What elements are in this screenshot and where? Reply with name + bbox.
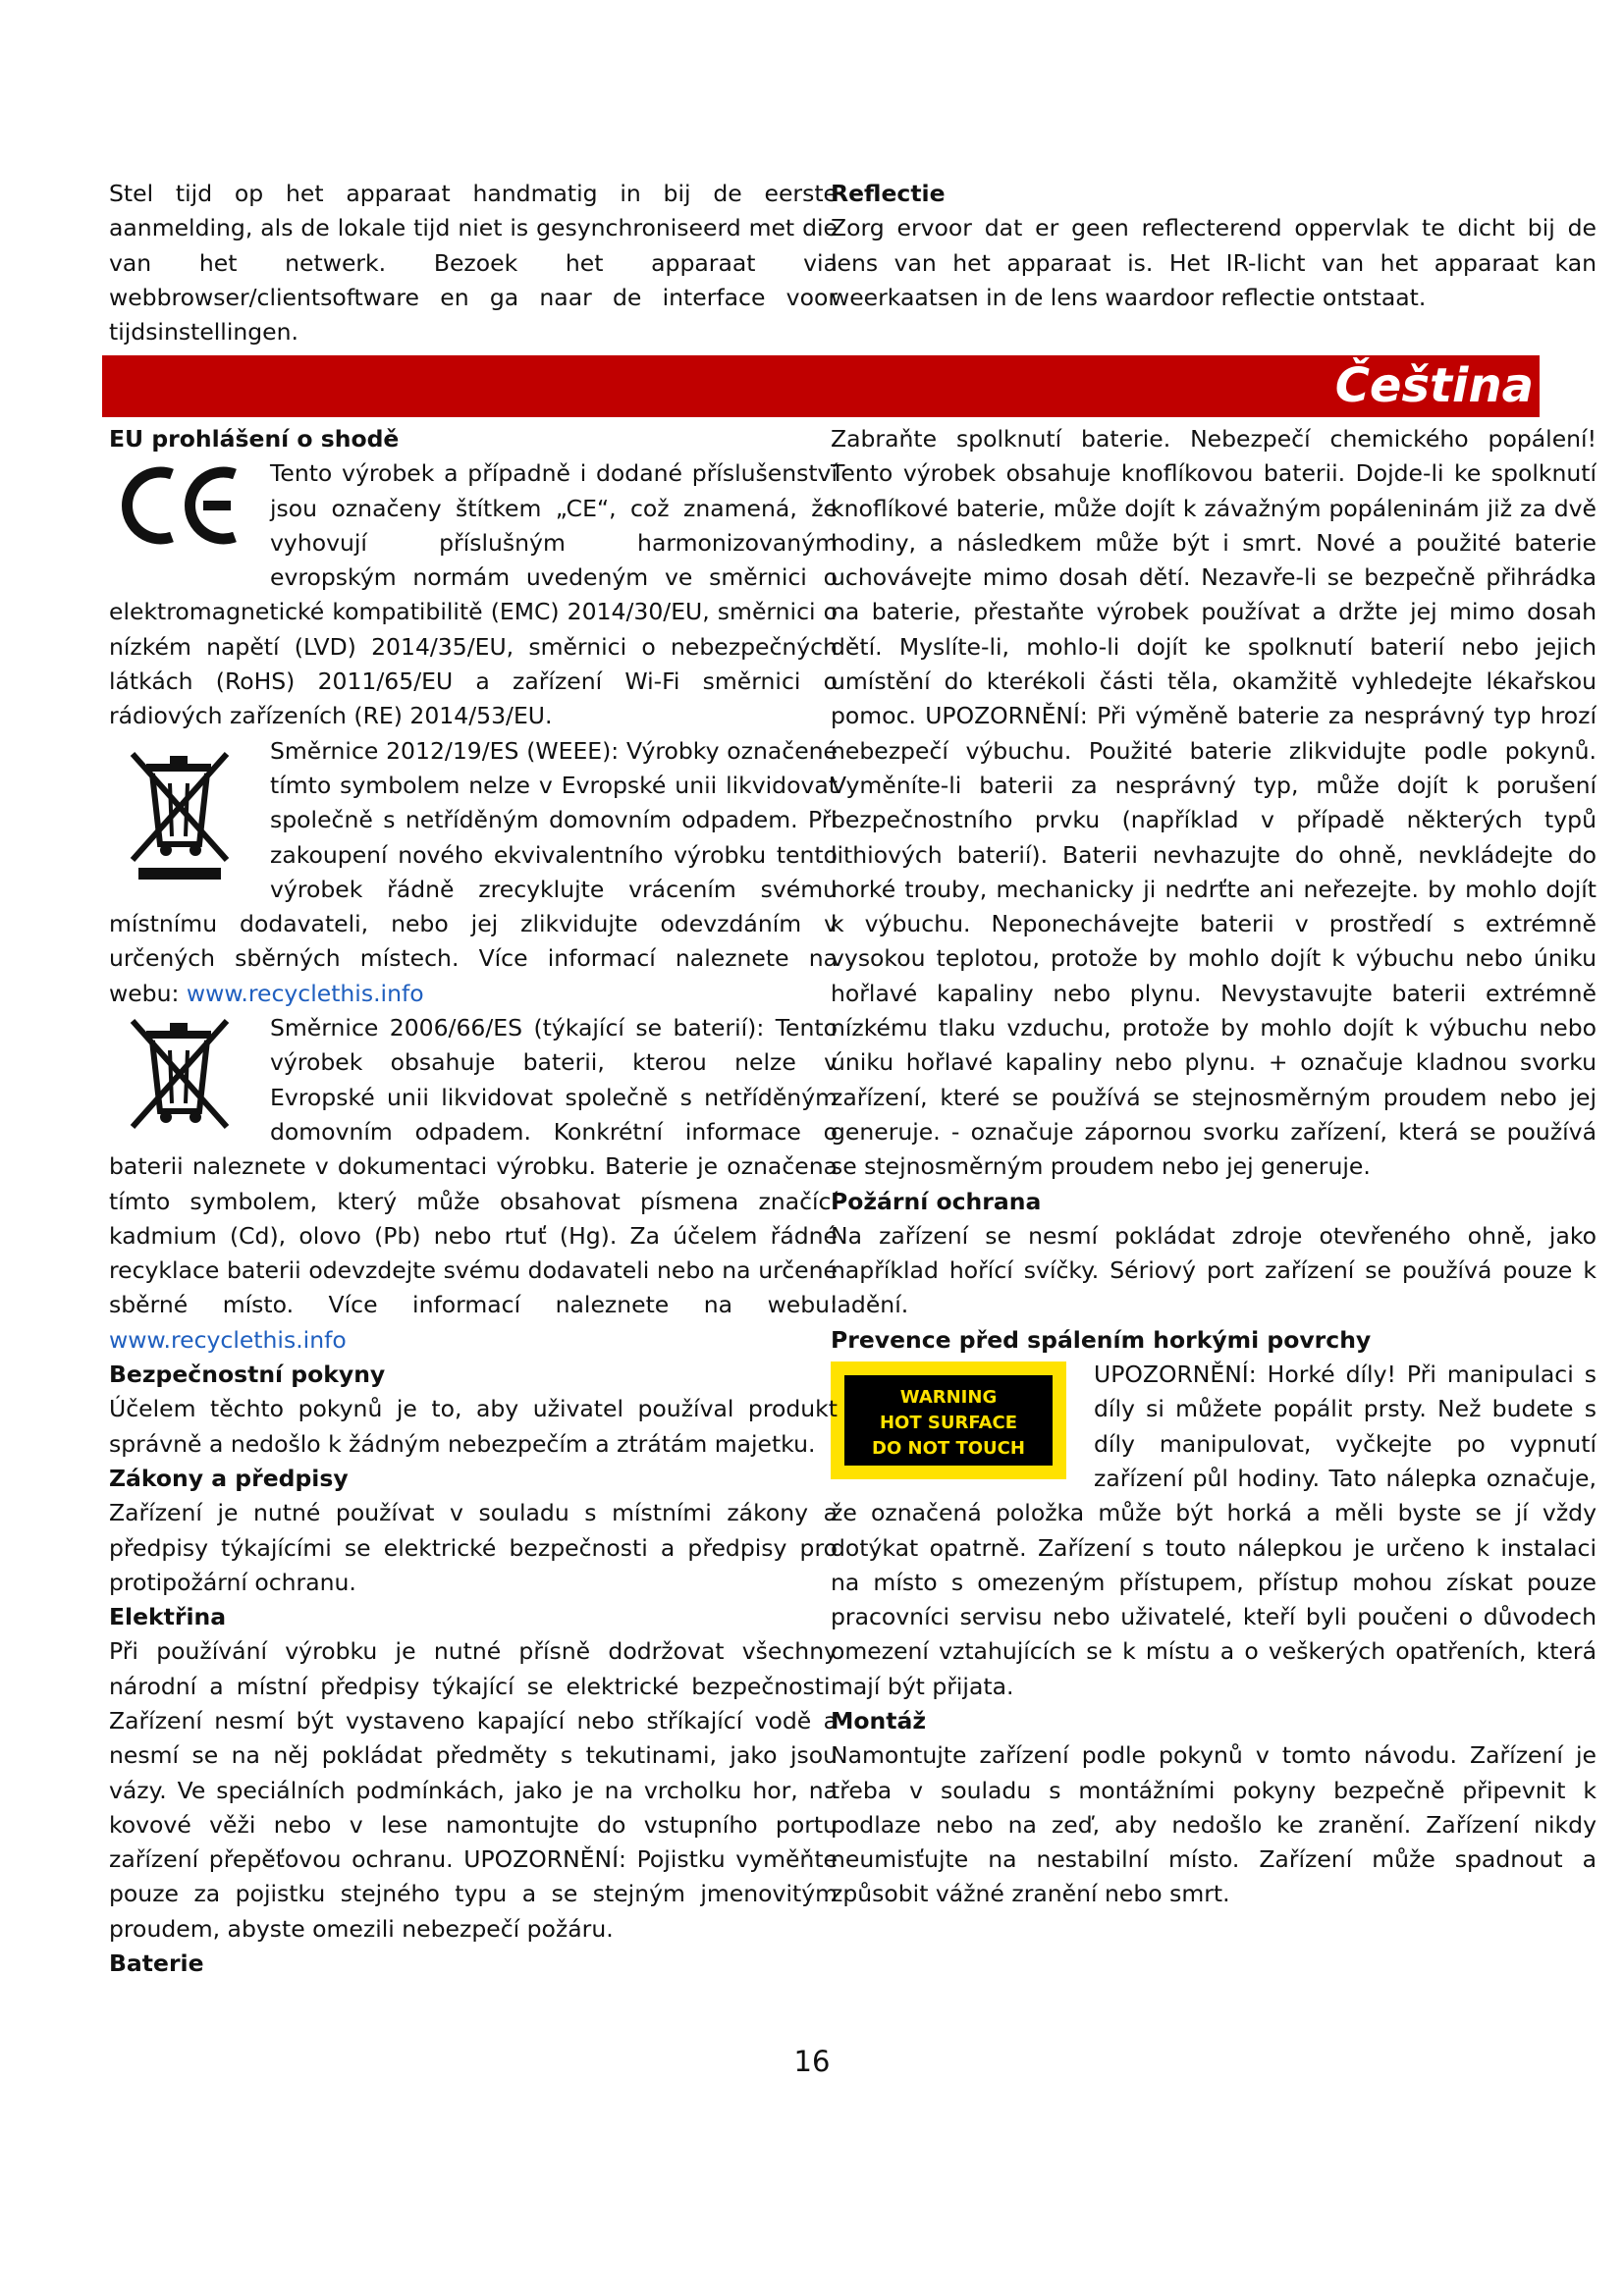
electricity-heading: Elektřina — [109, 1603, 227, 1631]
burn-heading: Prevence před spálením horkými povrchy — [831, 1325, 1372, 1354]
battery-bin-icon — [109, 1011, 256, 1148]
battery-directive-paragraph — [109, 1011, 838, 1358]
battery-paragraph: Zabraňte spolknutí baterie. Nebezpečí chemického popálení! Tento výrobek obsahuje knoflíkovou baterii. Dojde-li ke spolknutí knoflíkové baterie, může dojít k závažným popáleninám již za dvě hodiny, a následkem může být i smrt. Nové a použité baterie uchovávejte mimo dosah dětí. Nezavře-li se bezpečně přihrádka na baterie, přestaňte výrobek používat a držte jej mimo dosah dětí. Myslíte-li, mohlo-li dojít ke spolknutí baterií nebo jejich umístění do kterékoli části těla, okamžitě vyhledejte lékařskou pomoc. UPOZORNĚNÍ: Při výměně baterie za nesprávný typ hrozí nebezpečí výbuchu. Použité baterie zlikvidujte podle pokynů. Vyměníte-li baterii za nesprávný typ, může dojít k porušení bezpečnostního prvku (například v případě některých typů lithiových baterií). Baterii nevhazujte do ohně, nevkládejte do horké trouby, mechanicky ji nedrťte ani neřezejte. by mohlo dojít k výbuchu. Neponechávejte baterii v prostředí s extrémně vysokou teplotou, protože by mohlo dojít k výbuchu nebo úniku hořlavé kapaliny nebo plynu. Nevystavujte baterii extrémně nízkému tlaku vzduchu, protože by mohlo dojít k výbuchu nebo úniku hořlavé kapaliny nebo plynu. + označuje kladnou svorku zařízení, které se používá se stejnosměrným proudem nebo jej generuje. - označuje zápornou svorku zařízení, která se používá se stejnosměrným proudem nebo jej generuje. — [831, 425, 1597, 1181]
laws-heading: Zákony a předpisy — [109, 1464, 349, 1492]
warning-label-line3: DO NOT TOUCH — [872, 1438, 1025, 1460]
mount-heading: Montáž — [831, 1706, 927, 1735]
warning-label-line1: WARNING — [899, 1387, 998, 1409]
language-bar — [102, 355, 1540, 417]
laws-paragraph: Zařízení je nutné používat v souladu s místními zákony a předpisy týkajícími se elektrické bezpečnosti a předpisy pro protipožární ochranu. — [109, 1499, 838, 1596]
weee-text: Směrnice 2012/19/ES (WEEE): Výrobky označené tímto symbolem nelze v Evropské unii likvidovat společně s netříděným domovním odpadem. Při zakoupení nového ekvivalentního výrobku tento výrobek řádně zrecyklujte vrácením svému místnímu dodavateli, nebo jej zlikvidujte odevzdáním v určených sběrných místech. Více informací naleznete na webu: — [109, 736, 838, 1007]
ce-mark-icon — [109, 456, 256, 564]
fire-heading: Požární ochrana — [831, 1187, 1042, 1215]
time-settings-paragraph: Stel tijd op het apparaat handmatig in bij de eerste aanmelding, als de lokale tijd niet is gesynchroniseerd met die van het netwerk. Bezoek het apparaat via webbrowser/clientsoftware en ga naar de interface voor tijdsinstellingen. — [109, 180, 838, 347]
eu-declaration-paragraph — [109, 456, 838, 733]
weee-bin-icon — [109, 734, 256, 891]
right-column — [831, 422, 1597, 1912]
battery-heading: Baterie — [109, 1949, 204, 1978]
fire-paragraph: Na zařízení se nesmí pokládat zdroje otevřeného ohně, jako například hořící svíčky. Sériový port zařízení se používá pouze k ladění. — [831, 1221, 1597, 1319]
reflection-heading: Reflectie — [831, 180, 946, 207]
top-right-text-block — [831, 177, 1597, 315]
page-number: 16 — [793, 2045, 831, 2078]
reflection-paragraph: Zorg ervoor dat er geen reflecterend oppervlak te dicht bij de lens van het apparaat is. Het IR-licht van het apparaat kan weerkaatsen in de lens waardoor reflectie ontstaat. — [831, 214, 1597, 311]
safety-heading: Bezpečnostní pokyny — [109, 1361, 386, 1389]
mount-paragraph: Namontujte zařízení podle pokynů v tomto návodu. Zařízení je třeba v souladu s montážními pokyny bezpečně připevnit k podlaze nebo na zeď, aby nedošlo ke zranění. Zařízení nikdy neumisťujte na nestabilní místo. Zařízení může spadnout a způsobit vážné zranění nebo smrt. — [831, 1741, 1597, 1908]
electricity-paragraph: Při používání výrobku je nutné přísně dodržovat všechny národní a místní předpisy týkající se elektrické bezpečnosti. Zařízení nesmí být vystaveno kapající nebo stříkající vodě a nesmí se na něj pokládat předměty s tekutinami, jako jsou vázy. Ve speciálních podmínkách, jako je na vrcholku hor, na kovové věži nebo v lese namontujte do vstupního portu zařízení přepěťovou ochranu. UPOZORNĚNÍ: Pojistku vyměňte pouze za pojistku stejného typu a se stejným jmenovitým proudem, abyste omezili nebezpečí požáru. — [109, 1637, 838, 1943]
battery-directive-link[interactable]: www.recyclethis.info — [109, 1325, 347, 1354]
weee-link[interactable]: www.recyclethis.info — [186, 979, 424, 1007]
weee-paragraph — [109, 734, 838, 1011]
hot-surface-warning-icon — [831, 1362, 1066, 1479]
left-column — [109, 422, 838, 1981]
burn-text: UPOZORNĚNÍ: Horké díly! Při manipulaci s díly si můžete popálit prsty. Než budete s díly manipulovat, vyčkejte po vypnutí zařízení půl hodiny. Tato nálepka označuje, že označená položka může být horká a měli byste se jí vždy dotýkat opatrně. Zařízení s touto nálepkou je určeno k instalaci na místo s omezeným přístupem, přístup mohou získat pouze pracovníci servisu nebo uživatelé, kteří byli poučeni o důvodech omezení vztahujících se k místu a o veškerých opatřeních, která mají být přijata. — [831, 1361, 1597, 1700]
eu-declaration-text: Tento výrobek a případně i dodané příslušenství jsou označeny štítkem „CE“, což znamená, že vyhovují příslušným harmonizovaným evropským normám uvedeným ve směrnici o elektromagnetické kompatibilitě (EMC) 2014/30/EU, směrnici o nízkém napětí (LVD) 2014/35/EU, směrnici o nebezpečných látkách (RoHS) 2011/65/EU a zařízení Wi-Fi směrnici o rádiových zařízeních (RE) 2014/53/EU. — [109, 459, 838, 730]
safety-paragraph: Účelem těchto pokynů je to, aby uživatel používal produkt správně a nedošlo k žádným nebezpečím a ztrátám majetku. — [109, 1395, 838, 1458]
eu-declaration-heading: EU prohlášení o shodě — [109, 425, 400, 453]
burn-paragraph — [831, 1358, 1597, 1704]
top-left-text-block — [109, 177, 838, 349]
language-title: Čeština — [1334, 358, 1534, 413]
right-column-clip — [831, 177, 1597, 2140]
warning-label-line2: HOT SURFACE — [879, 1413, 1018, 1434]
battery-directive-text: Směrnice 2006/66/ES (týkající se baterií): Tento výrobek obsahuje baterii, kterou nelze v Evropské unii likvidovat společně s netříděným domovním odpadem. Konkrétní informace o baterii naleznete v dokumentaci výrobku. Baterie je označena tímto symbolem, který může obsahovat písmena značící kadmium (Cd), olovo (Pb) nebo rtuť (Hg). Za účelem řádné recyklace baterii odevzdejte svému dodavateli nebo na určené sběrné místo. Více informací naleznete na webu: — [109, 1014, 838, 1319]
